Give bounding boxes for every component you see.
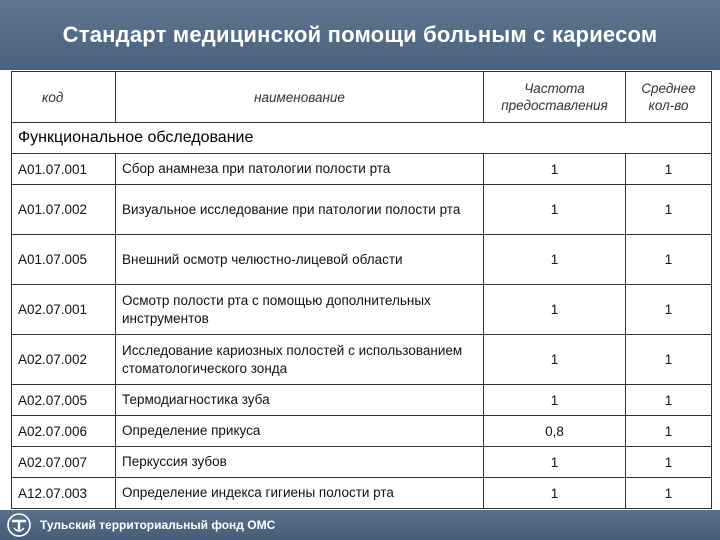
table-row [12,385,712,416]
header-name: наименование [116,72,484,123]
row-code: А02.07.002 [12,335,116,385]
row-name: Осмотр полости рта с помощью дополнительных инструментов [116,285,484,335]
row-frequency: 1 [484,478,626,509]
row-code: А12.07.003 [12,478,116,509]
row-name: Перкуссия зубов [116,447,484,478]
row-frequency: 1 [484,385,626,416]
section-row [12,123,712,154]
header-average-line1: Среднее [641,81,696,96]
row-code: А02.07.005 [12,385,116,416]
row-frequency: 1 [484,335,626,385]
row-frequency: 1 [484,285,626,335]
row-average: 1 [626,285,712,335]
row-frequency: 1 [484,235,626,285]
row-frequency: 1 [484,154,626,185]
header-frequency-line2: предоставления [501,98,608,113]
row-frequency: 1 [484,185,626,235]
header-average-line2: кол-во [648,98,689,113]
row-average: 1 [626,416,712,447]
table-row [12,478,712,509]
row-average: 1 [626,154,712,185]
row-average: 1 [626,185,712,235]
row-code: А01.07.002 [12,185,116,235]
row-average: 1 [626,385,712,416]
row-code: А02.07.001 [12,285,116,335]
row-code: А02.07.007 [12,447,116,478]
row-name: Определение индекса гигиены полости рта [116,478,484,509]
page-title: Стандарт медицинской помощи больным с кариесом [62,22,658,47]
row-average: 1 [626,235,712,285]
footer-organization: Тульский территориальный фонд ОМС [40,518,276,532]
table-row [12,416,712,447]
row-frequency: 1 [484,447,626,478]
row-name: Исследование кариозных полостей с использованием стоматологического зонда [116,335,484,385]
table-row [12,447,712,478]
row-name: Визуальное исследование при патологии полости рта [116,185,484,235]
table-row [12,285,712,335]
row-frequency: 0,8 [484,416,626,447]
header-code: код [12,72,116,123]
table-header-row [12,72,712,123]
table-row [12,335,712,385]
row-code: А02.07.006 [12,416,116,447]
row-average: 1 [626,447,712,478]
footer-bar [0,510,720,540]
header-frequency [484,72,626,123]
row-average: 1 [626,335,712,385]
table-row [12,235,712,285]
row-average: 1 [626,478,712,509]
header-frequency-line1: Частота [524,81,585,96]
table-row [12,185,712,235]
section-title: Функциональное обследование [12,123,712,154]
header-average [626,72,712,123]
standard-table [11,71,712,509]
row-name: Определение прикуса [116,416,484,447]
row-name: Сбор анамнеза при патологии полости рта [116,154,484,185]
row-name: Внешний осмотр челюстно-лицевой области [116,235,484,285]
row-name: Термодиагностика зуба [116,385,484,416]
table-row [12,154,712,185]
tfoms-logo-icon [6,512,32,538]
title-bar [0,0,720,70]
row-code: А01.07.005 [12,235,116,285]
row-code: А01.07.001 [12,154,116,185]
